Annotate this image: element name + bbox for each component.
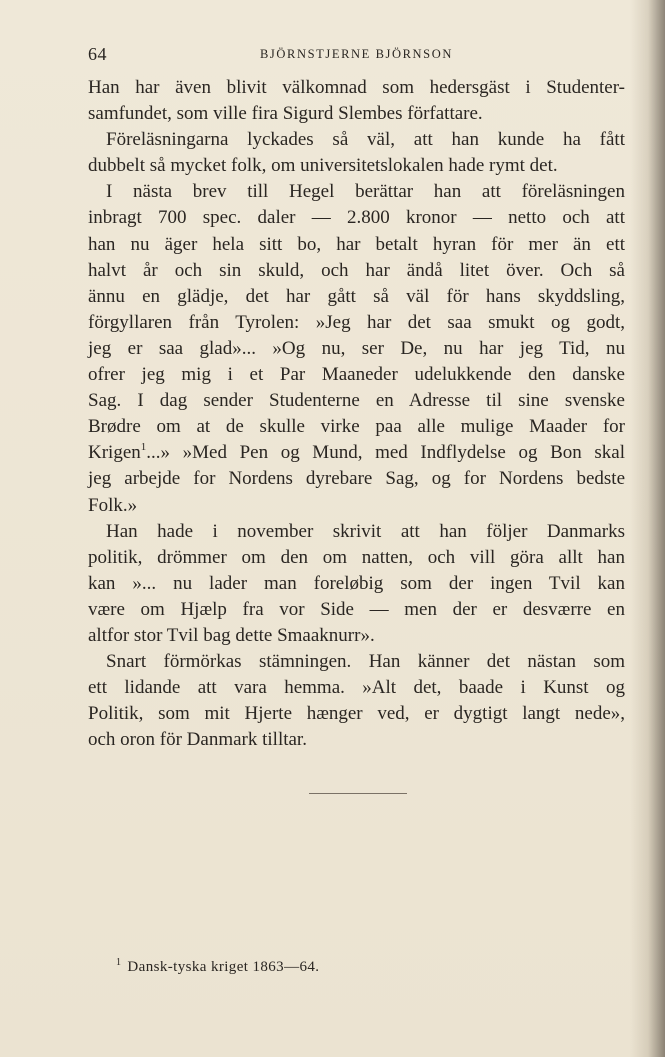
text-line: och oron för Danmark tilltar. bbox=[88, 729, 307, 751]
footnote bbox=[116, 957, 319, 976]
body-text bbox=[88, 75, 625, 753]
text-line: inbragt 700 spec. daler — 2.800 kronor — netto och att bbox=[88, 207, 625, 229]
text-line: I nästa brev till Hegel berättar han att föreläsningen bbox=[106, 181, 625, 203]
text-fragment: ...» »Med Pen og Mund, med Indflydelse og Bon skal bbox=[146, 442, 625, 464]
text-fragment: Krigen bbox=[88, 442, 141, 464]
running-head: BJÖRNSTJERNE BJÖRNSON bbox=[259, 47, 453, 61]
text-line: ett lidande att vara hemma. »Alt det, baade i Kunst og bbox=[88, 677, 625, 699]
text-line: Föreläsningarna lyckades så väl, att han kunde ha fått bbox=[106, 129, 625, 151]
text-line: altfor stor Tvil bag dette Smaaknurr». bbox=[88, 624, 375, 646]
text-line: kan »... nu lader man foreløbig som der ingen Tvil kan bbox=[88, 572, 625, 594]
footnote-reference: 1 bbox=[140, 441, 147, 454]
text-line: samfundet, som ville fira Sigurd Slembes författare. bbox=[88, 103, 483, 125]
text-line: Politik, som mit Hjerte hænger ved, er dygtigt langt nede», bbox=[88, 703, 625, 725]
text-line: Han hade i november skrivit att han följer Danmarks bbox=[106, 520, 625, 542]
text-line: Sag. I dag sender Studenterne en Adresse til sine svenske bbox=[88, 390, 625, 412]
text-line: han nu äger hela sitt bo, har betalt hyran för mer än ett bbox=[88, 233, 625, 255]
text-line: jeg arbejde for Nordens dyrebare Sag, og for Nordens bedste bbox=[88, 468, 625, 490]
text-line: ännu en glädje, det har gått så väl för hans skyddsling, bbox=[88, 285, 625, 307]
page-number: 64 bbox=[88, 44, 107, 64]
text-line: dubbelt så mycket folk, om universitetslokalen hade rymt det. bbox=[88, 155, 558, 177]
text-line: Brødre om at de skulle virke paa alle mulige Maader for bbox=[88, 416, 625, 438]
text-line: være om Hjælp fra vor Side — men der er desværre en bbox=[88, 598, 625, 620]
text-line: Snart förmörkas stämningen. Han känner det nästan som bbox=[106, 651, 625, 673]
text-line: halvt år och sin skuld, och har ändå litet över. Och så bbox=[88, 259, 625, 281]
text-line: förgyllaren från Tyrolen: »Jeg har det saa smukt og godt, bbox=[88, 311, 625, 333]
footnote-divider bbox=[309, 793, 407, 794]
text-line bbox=[88, 440, 625, 466]
text-line: Han har även blivit välkomnad som hedersgäst i Studenter- bbox=[88, 77, 625, 98]
footnote-marker: 1 bbox=[116, 957, 122, 968]
text-line: Folk.» bbox=[88, 494, 138, 516]
text-line: politik, drömmer om den om natten, och vill göra allt han bbox=[88, 546, 625, 568]
footnote-text: Dansk-tyska kriget 1863—64. bbox=[127, 959, 320, 975]
page-header bbox=[88, 44, 625, 68]
text-line: jeg er saa glad»... »Og nu, ser De, nu har jeg Tid, nu bbox=[88, 337, 625, 359]
text-line: ofrer jeg mig i et Par Maaneder udelukkende den danske bbox=[88, 364, 625, 386]
